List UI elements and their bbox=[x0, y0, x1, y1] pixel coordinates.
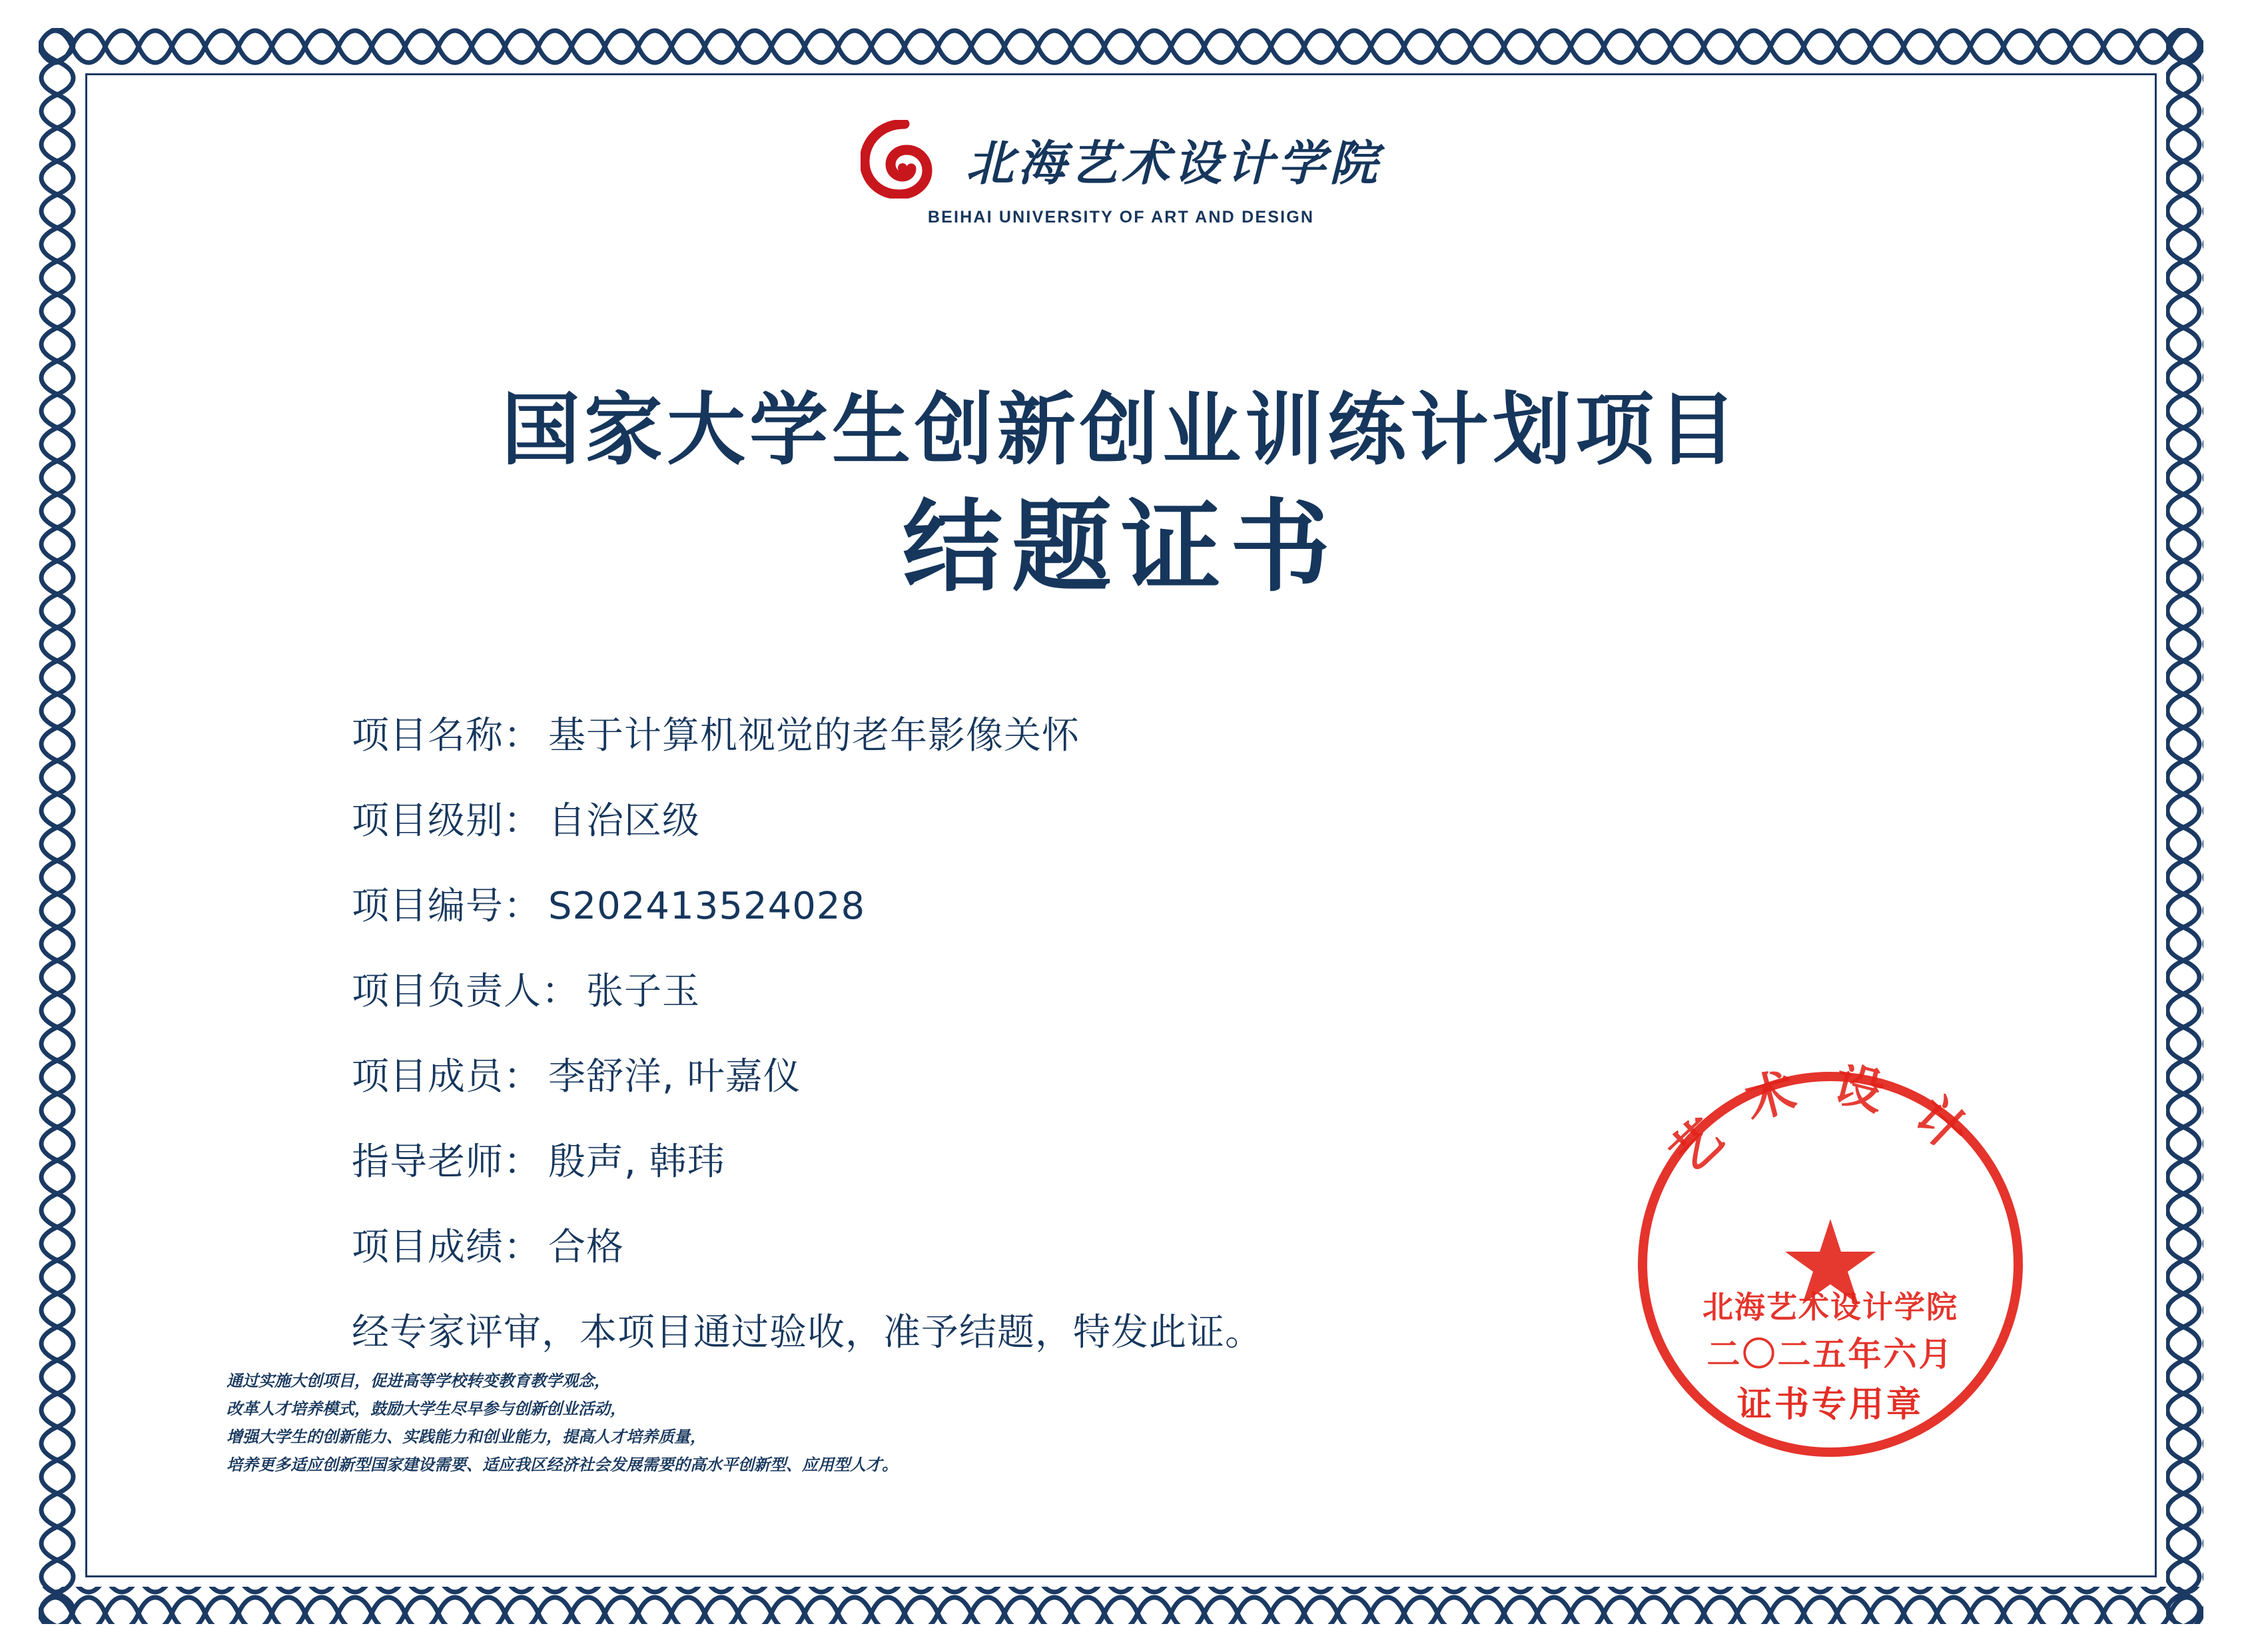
footnote-block bbox=[226, 1367, 898, 1479]
field-row-project-number bbox=[352, 877, 1817, 930]
field-label: 项目成绩： bbox=[352, 1226, 542, 1269]
field-label: 指导老师： bbox=[352, 1140, 542, 1184]
field-label: 项目级别： bbox=[352, 799, 542, 843]
field-value: 李舒洋, 叶嘉仪 bbox=[548, 1055, 801, 1098]
field-row-grade bbox=[352, 1218, 1817, 1271]
svg-text:艺术设计: 艺术设计 bbox=[1659, 1064, 2002, 1184]
logo-institution-cn: 北海艺术设计学院 bbox=[965, 135, 1381, 191]
field-value: 自治区级 bbox=[548, 799, 700, 843]
field-label: 项目编号： bbox=[352, 885, 542, 928]
footnote-line: 通过实施大创项目，促进高等学校转变教育教学观念， bbox=[226, 1371, 610, 1390]
footnote-line: 培养更多适应创新型国家建设需要、适应我区经济社会发展需要的高水平创新型、应用型人才。 bbox=[226, 1455, 898, 1474]
seal-institution-text: 北海艺术设计学院 bbox=[1702, 1289, 1958, 1325]
certificate-title-main: 国家大学生创新创业训练计划项目 bbox=[501, 383, 1740, 476]
spiral-wave-logo-icon bbox=[861, 120, 948, 199]
field-row-project-members bbox=[352, 1047, 1817, 1100]
field-value: 殷声, 韩玮 bbox=[548, 1140, 725, 1184]
field-value: 基于计算机视觉的老年影像关怀 bbox=[548, 714, 1080, 757]
field-row-advisors bbox=[352, 1132, 1817, 1186]
field-value: S202413524028 bbox=[548, 885, 866, 928]
field-row-project-name bbox=[352, 706, 1817, 759]
seal-bottom-text: 证书专用章 bbox=[1736, 1384, 1924, 1425]
footnote-line: 增强大学生的创新能力、实践能力和创业能力，提高人才培养质量， bbox=[226, 1427, 706, 1446]
logo-row bbox=[861, 120, 1381, 199]
certificate-fields bbox=[352, 706, 1817, 1356]
field-label: 项目成员： bbox=[352, 1055, 542, 1098]
footnote-line: 改革人才培养模式，鼓励大学生尽早参与创新创业活动， bbox=[226, 1399, 626, 1418]
field-value: 合格 bbox=[548, 1226, 624, 1269]
seal-date-text: 二〇二五年六月 bbox=[1706, 1334, 1954, 1374]
field-value: 张子玉 bbox=[586, 970, 700, 1013]
certificate-title-sub: 结题证书 bbox=[902, 488, 1339, 606]
field-label: 项目负责人： bbox=[352, 970, 579, 1013]
field-label: 项目名称： bbox=[352, 714, 542, 757]
field-row-project-level bbox=[352, 791, 1817, 845]
seal-icon bbox=[1631, 1064, 2030, 1464]
field-row-project-leader bbox=[352, 962, 1817, 1015]
certificate-statement: 经专家评审，本项目通过验收，准予结题，特发此证。 bbox=[352, 1311, 1263, 1354]
official-seal-stamp bbox=[1631, 1064, 2030, 1464]
certificate-content bbox=[100, 87, 2142, 1564]
logo-institution-en: BEIHAI UNIVERSITY OF ART AND DESIGN bbox=[927, 208, 1315, 226]
university-logo bbox=[841, 120, 1401, 227]
